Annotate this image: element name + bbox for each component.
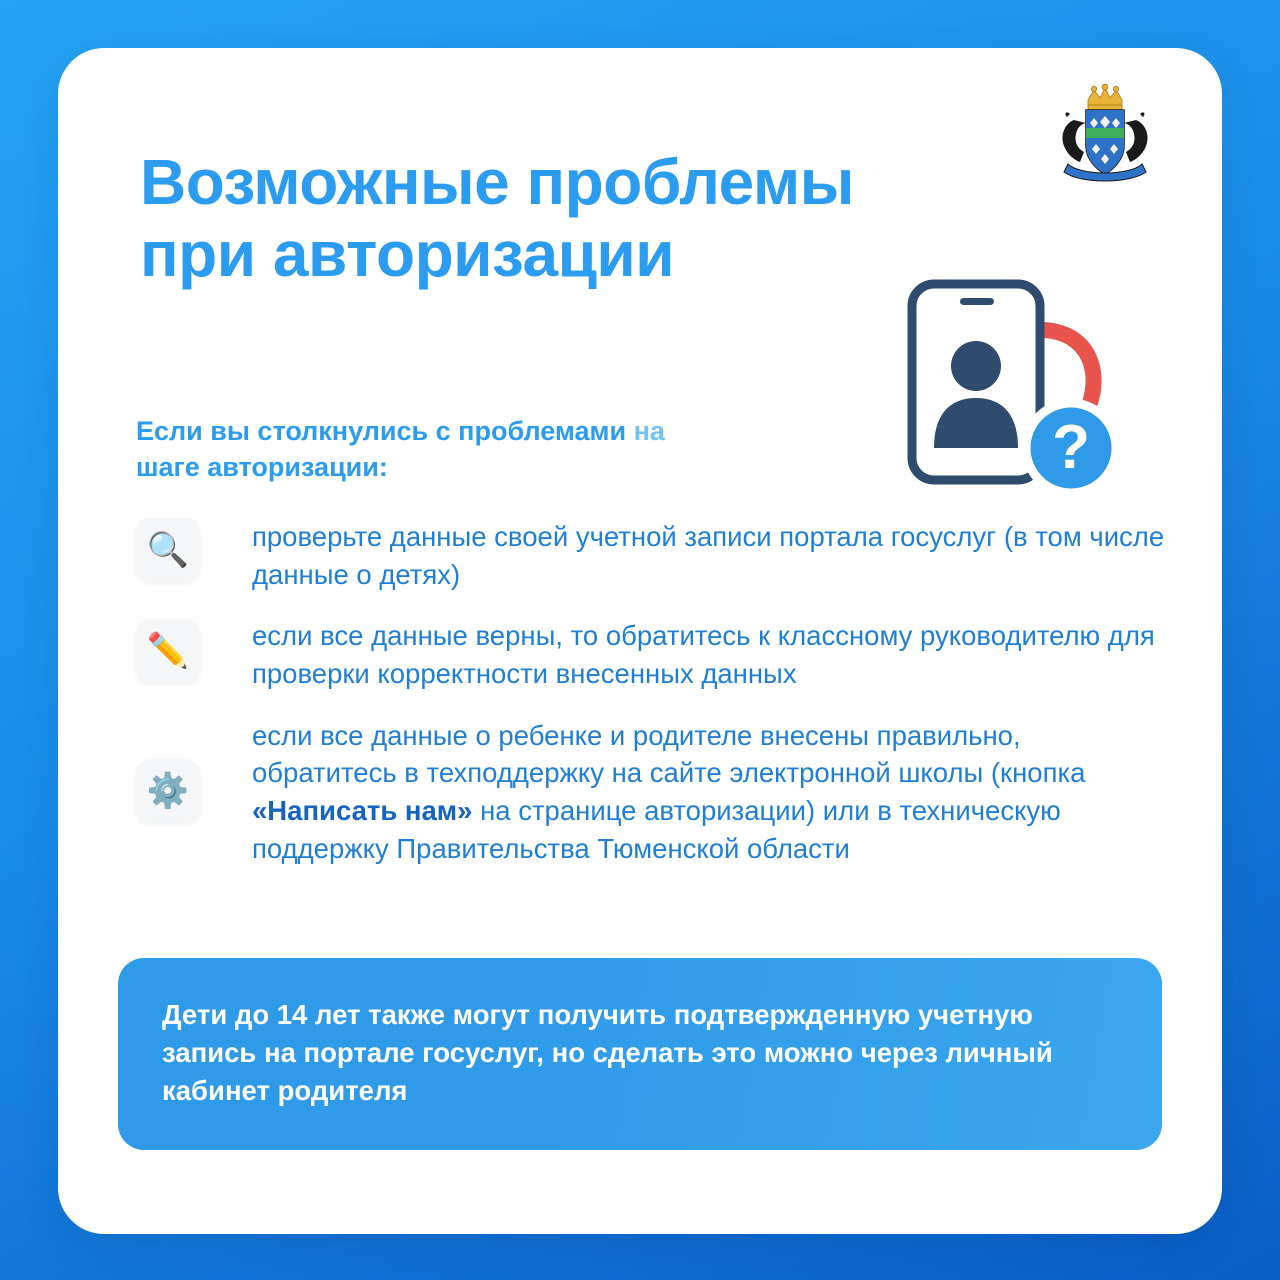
title-line-1: Возможные проблемы xyxy=(140,145,854,218)
list-item xyxy=(136,615,1166,692)
list-item xyxy=(136,715,1166,868)
lead-line-2: шаге авторизации: xyxy=(136,452,388,483)
title-line-2: при авторизации xyxy=(140,217,675,290)
list-item-text: если все данные верны, то обратитесь к классному руководителю для проверки корректности внесенных данных xyxy=(252,620,1155,690)
footer-note: Дети до 14 лет также могут получить подтвержденную учетную запись на портале госуслуг, но сделать это можно через личный кабинет родителя xyxy=(118,958,1162,1150)
phone-speaker xyxy=(960,298,994,305)
phone-user-question-illustration xyxy=(890,270,1130,510)
pencil-icon: ✏️ xyxy=(136,619,200,683)
avatar-head xyxy=(951,341,1001,391)
advice-list xyxy=(136,516,1166,889)
list-item-text xyxy=(252,715,1166,868)
question-mark-icon: ? xyxy=(1052,413,1090,482)
list-item-text-before: если все данные о ребенке и родителе внесены правильно, обратитесь в техподдержку на сайте электронной школы (кнопка xyxy=(252,719,1086,789)
poster-card xyxy=(58,48,1222,1234)
list-item xyxy=(136,516,1166,593)
lead-soft: на xyxy=(633,416,665,446)
lead-text xyxy=(136,413,856,486)
list-item-text-after: на странице авторизации) или в техническую поддержку Правительства Тюменской области xyxy=(252,795,1061,864)
gear-icon: ⚙️ xyxy=(136,759,200,823)
list-item-text: проверьте данные своей учетной записи портала госуслуг (в том числе данные о детях) xyxy=(252,521,1165,590)
write-to-us-button-label: «Написать нам» xyxy=(252,795,473,827)
magnifier-icon: 🔍 xyxy=(136,518,200,582)
tyumen-region-coat-of-arms-icon xyxy=(1050,84,1160,188)
lead-main: Если вы столкнулись с проблемами xyxy=(136,416,634,446)
page-title xyxy=(140,147,1040,290)
